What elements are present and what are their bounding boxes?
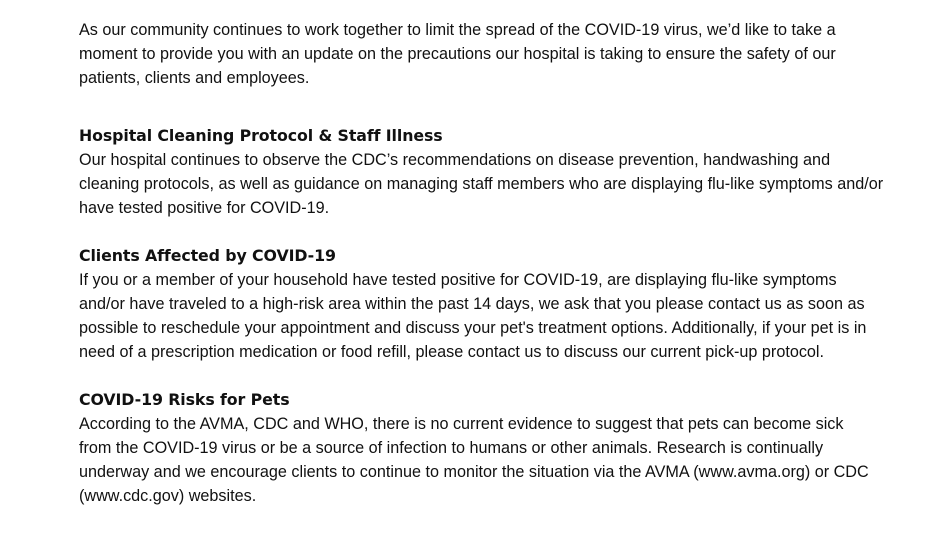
section-heading: COVID-19 Risks for Pets xyxy=(79,390,290,409)
section-body: Our hospital continues to observe the CDC’s recommendations on disease prevention, handwashing and cleaning protocols, as well as guidance on managing staff members who are displaying flu-like symptoms and/or have tested positive for COVID-19. xyxy=(79,151,884,217)
section-body: According to the AVMA, CDC and WHO, there is no current evidence to suggest that pets can become sick from the COVID-19 virus or be a source of infection to humans or other animals. Research is continually underway and we encourage clients to continue to monitor the situation via the AVMA (www.avma.org) or CDC (www.cdc.gov) websites. xyxy=(79,415,869,505)
section-pet-risks xyxy=(79,388,894,508)
intro-paragraph: As our community continues to work together to limit the spread of the COVID-19 virus, we’d like to take a moment to provide you with an update on the precautions our hospital is taking to ensure the safety of our patients, clients and employees. xyxy=(79,21,836,87)
section-heading: Hospital Cleaning Protocol & Staff Illness xyxy=(79,126,443,145)
section-cleaning-protocol xyxy=(79,124,894,220)
section-body: If you or a member of your household have tested positive for COVID-19, are displaying flu-like symptoms and/or have traveled to a high-risk area within the past 14 days, we ask that you please contact us as soon as possible to reschedule your appointment and discuss your pet's treatment options. Additionally, if your pet is in need of a prescription medication or food refill, please contact us to discuss our current pick-up protocol. xyxy=(79,271,867,361)
section-clients-affected xyxy=(79,244,894,364)
section-heading: Clients Affected by COVID-19 xyxy=(79,246,336,265)
article-content xyxy=(79,18,894,532)
